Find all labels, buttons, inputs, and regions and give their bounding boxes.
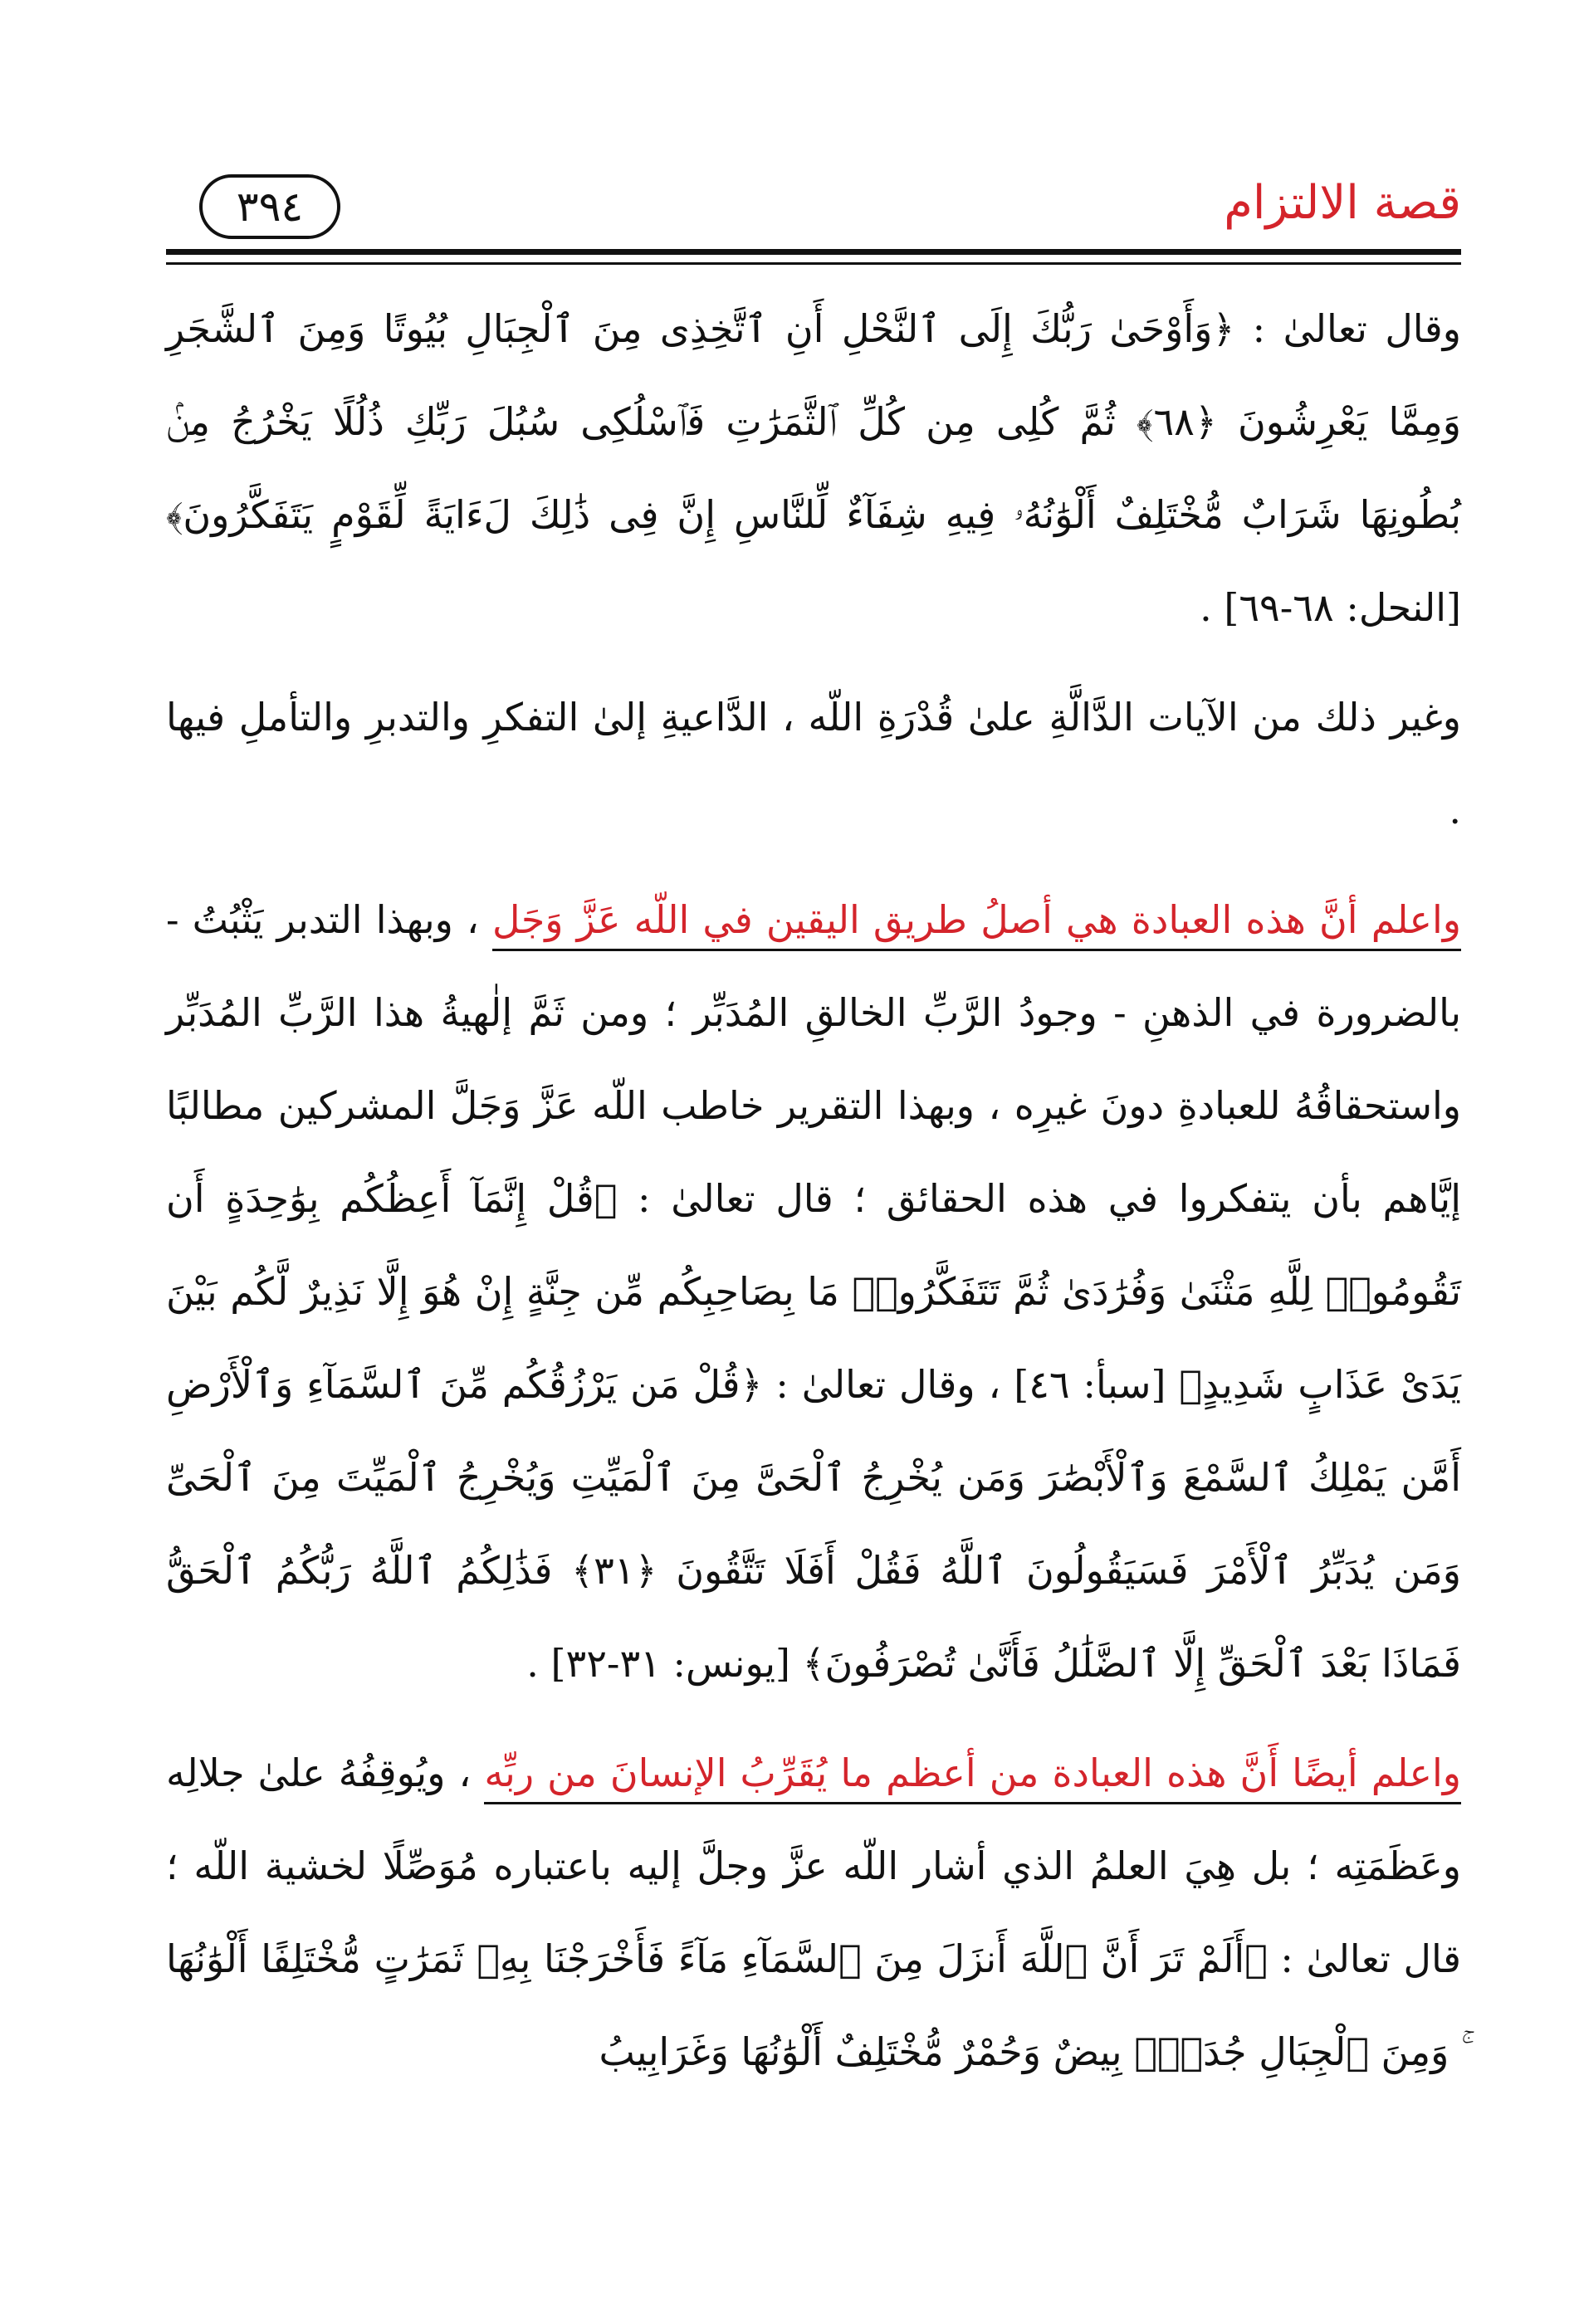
paragraph-bee-verse: [166, 282, 1461, 654]
paragraph-worship-certainty: [166, 873, 1461, 1710]
page-number: ٣٩٤: [199, 174, 340, 239]
quran-verse: ﴿قُلْ إِنَّمَآ أَعِظُكُم بِوَٰحِدَةٍ أَن تَقُومُوا۟ لِلَّهِ مَثْنَىٰ وَفُرَٰدَىٰ ثُمَّ تَتَفَكَّرُوا۟ مَا بِصَاحِبِكُم مِّن جِنَّةٍ إِنْ هُوَ إِلَّا نَذِيرٌ لَّكُم بَيْنَ يَدَىْ عَذَابٍ شَدِيدٍ﴾: [166, 1176, 1461, 1407]
verse-reference: [يونس: ٣١-٣٢] .: [526, 1641, 803, 1686]
paragraph-text: ، وبهذا التدبر يَثْبُتُ - بالضرورة في الذهنِ - وجودُ الرَّبِّ الخالقِ المُدَبِّر ؛ ومن ثَمَّ إلٰهيةُ هذا الرَّبِّ المُدَبِّر واستحقاقُهُ للعبادةِ دونَ غيرِه ، وبهذا التقرير خاطب اللّه عَزَّ وَجَلَّ المشركين مطالبًا إيَّاهم بأن يتفكروا في هذه الحقائق ؛ قال تعالىٰ :: [166, 897, 1461, 1221]
book-title: قصة الالتزام: [1224, 176, 1461, 230]
verse-reference: [سبأ: ٤٦] ، وقال تعالىٰ :: [762, 1362, 1180, 1407]
highlighted-statement: واعلم أيضًا أَنَّ هذه العبادة من أعظم ما يُقَرِّبُ الإنسانَ من ربِّه: [484, 1750, 1461, 1804]
paragraph-text: ، ويُوقِفُهُ علىٰ جلالِه وعَظَمَتِه ؛ بل هِيَ العلمُ الذي أشار اللّه عزَّ وجلَّ إليه باعتباره مُوَصِّلًا لخشية اللّه ؛ قال تعالىٰ :: [166, 1750, 1461, 1981]
quran-verse: ﴿أَلَمْ تَرَ أَنَّ ٱللَّهَ أَنزَلَ مِنَ ٱلسَّمَآءِ مَآءً فَأَخْرَجْنَا بِهِۦ ثَمَرَٰتٍ مُّخْتَلِفًا أَلْوَٰنُهَا ۚ وَمِنَ ٱلْجِبَالِ جُدَدٌۢ بِيضٌ وَحُمْرٌ مُّخْتَلِفٌ أَلْوَٰنُهَا وَغَرَابِيبُ: [166, 1936, 1461, 2074]
header-rule-thin: [166, 262, 1461, 265]
header-rule-thick: [166, 249, 1461, 255]
quran-verse: ﴿وَأَوْحَىٰ رَبُّكَ إِلَى ٱلنَّحْلِ أَنِ ٱتَّخِذِى مِنَ ٱلْجِبَالِ بُيُوتًا وَمِنَ ٱلشَّجَرِ وَمِمَّا يَعْرِشُونَ ﴿٦٨﴾ ثُمَّ كُلِى مِن كُلِّ ٱلثَّمَرَٰتِ فَٱسْلُكِى سُبُلَ رَبِّكِ ذُلُلًا يَخْرُجُ مِنۢ بُطُونِهَا شَرَابٌ مُّخْتَلِفٌ أَلْوَٰنُهُۥ فِيهِ شِفَآءٌ لِّلنَّاسِ إِنَّ فِى ذَٰلِكَ لَءَايَةً لِّقَوْمٍ يَتَفَكَّرُونَ﴾: [166, 306, 1461, 537]
verse-intro: وقال تعالىٰ :: [1234, 306, 1461, 351]
paragraph-worship-nearness: [166, 1726, 1461, 2098]
quran-verse: ﴿قُلْ مَن يَرْزُقُكُم مِّنَ ٱلسَّمَآءِ وَٱلْأَرْضِ أَمَّن يَمْلِكُ ٱلسَّمْعَ وَٱلْأَبْصَٰرَ وَمَن يُخْرِجُ ٱلْحَىَّ مِنَ ٱلْمَيِّتِ وَيُخْرِجُ ٱلْمَيِّتَ مِنَ ٱلْحَىِّ وَمَن يُدَبِّرُ ٱلْأَمْرَ فَسَيَقُولُونَ ٱللَّهُ فَقُلْ أَفَلَا تَتَّقُونَ ﴿٣١﴾ فَذَٰلِكُمُ ٱللَّهُ رَبُّكُمُ ٱلْحَقُّ فَمَاذَا بَعْدَ ٱلْحَقِّ إِلَّا ٱلضَّلَٰلُ فَأَنَّىٰ تُصْرَفُونَ﴾: [166, 1362, 1461, 1686]
paragraph-other-verses: وغير ذلك من الآيات الدَّالَّةِ علىٰ قُدْرَةِ اللّه ، الدَّاعيةِ إلىٰ التفكرِ والتدبرِ والتأملِ فيها .: [166, 695, 1461, 832]
page-body: [166, 282, 1461, 2098]
verse-reference: [النحل: ٦٨-٦٩] .: [1200, 585, 1461, 630]
highlighted-statement: واعلم أنَّ هذه العبادة هي أصلُ طريق اليقين في اللّه عَزَّ وَجَل: [492, 897, 1461, 951]
